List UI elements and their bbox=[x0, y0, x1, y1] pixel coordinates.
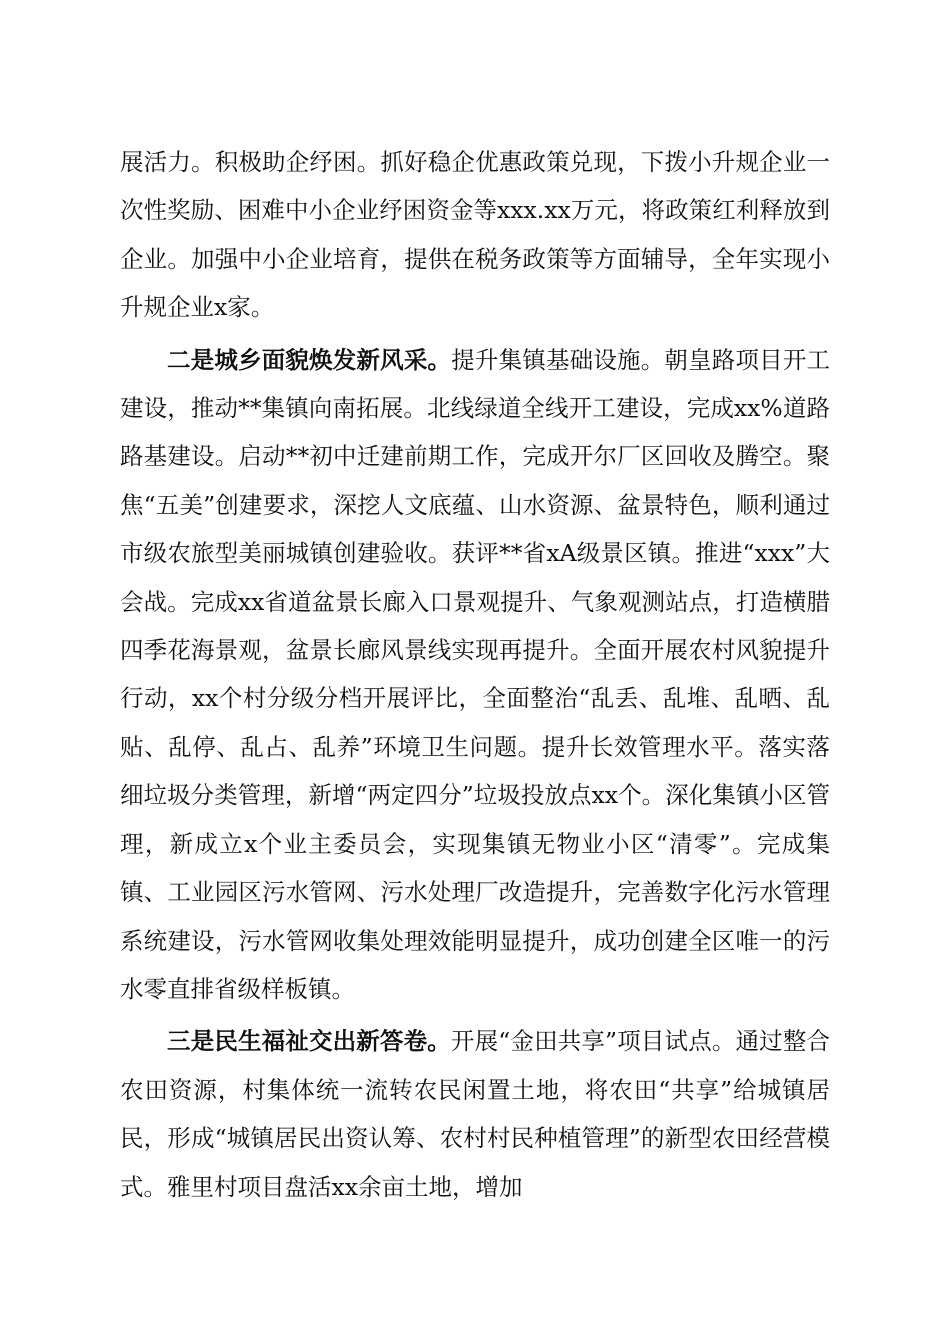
document-body bbox=[120, 138, 830, 1215]
paragraph-3 bbox=[120, 1017, 830, 1211]
paragraph-2-heading: 二是城乡面貌焕发新风采。 bbox=[167, 345, 452, 374]
paragraph-2 bbox=[120, 336, 830, 1014]
paragraph-3-text: 开展“金田共享”项目试点。通过整合农田资源，村集体统一流转农民闲置土地，将农田“共享”给城镇居民，形成“城镇居民出资认筹、农村村民种植管理”的新型农田经营模式。雅里村项目盘活xx余亩土地，增加 bbox=[120, 1027, 831, 1201]
paragraph-3-heading: 三是民生福祉交出新答卷。 bbox=[167, 1027, 451, 1056]
paragraph-2-text: 提升集镇基础设施。朝皇路项目开工建设，推动**集镇向南拓展。北线绿道全线开工建设，完成xx%道路路基建设。启动**初中迁建前期工作，完成开尔厂区回收及腾空。聚焦“五美”创建要求，深挖人文底蕴、山水资源、盆景特色，顺利通过市级农旅型美丽城镇创建验收。获评**省xA级景区镇。推进“xxx”大会战。完成xx省道盆景长廊入口景观提升、气象观测站点，打造横腊四季花海景观，盆景长廊风景线实现再提升。全面开展农村风貌提升行动，xx个村分级分档开展评比，全面整治“乱丢、乱堆、乱晒、乱贴、乱停、乱占、乱养”环境卫生问题。提升长效管理水平。落实落细垃圾分类管理，新增“两定四分”垃圾投放点xx个。深化集镇小区管理，新成立x个业主委员会，实现集镇无物业小区“清零”。完成集镇、工业园区污水管网、污水处理厂改造提升，完善数字化污水管理系统建设，污水管网收集处理效能明显提升，成功创建全区唯一的污水零直排省级样板镇。 bbox=[120, 345, 831, 1003]
paragraph-1 bbox=[120, 138, 830, 332]
paragraph-1-text: 展活力。积极助企纾困。抓好稳企优惠政策兑现，下拨小升规企业一次性奖励、困难中小企业纾困资金等xxx.xx万元，将政策红利释放到企业。加强中小企业培育，提供在税务政策等方面辅导，全年实现小升规企业x家。 bbox=[120, 148, 830, 322]
